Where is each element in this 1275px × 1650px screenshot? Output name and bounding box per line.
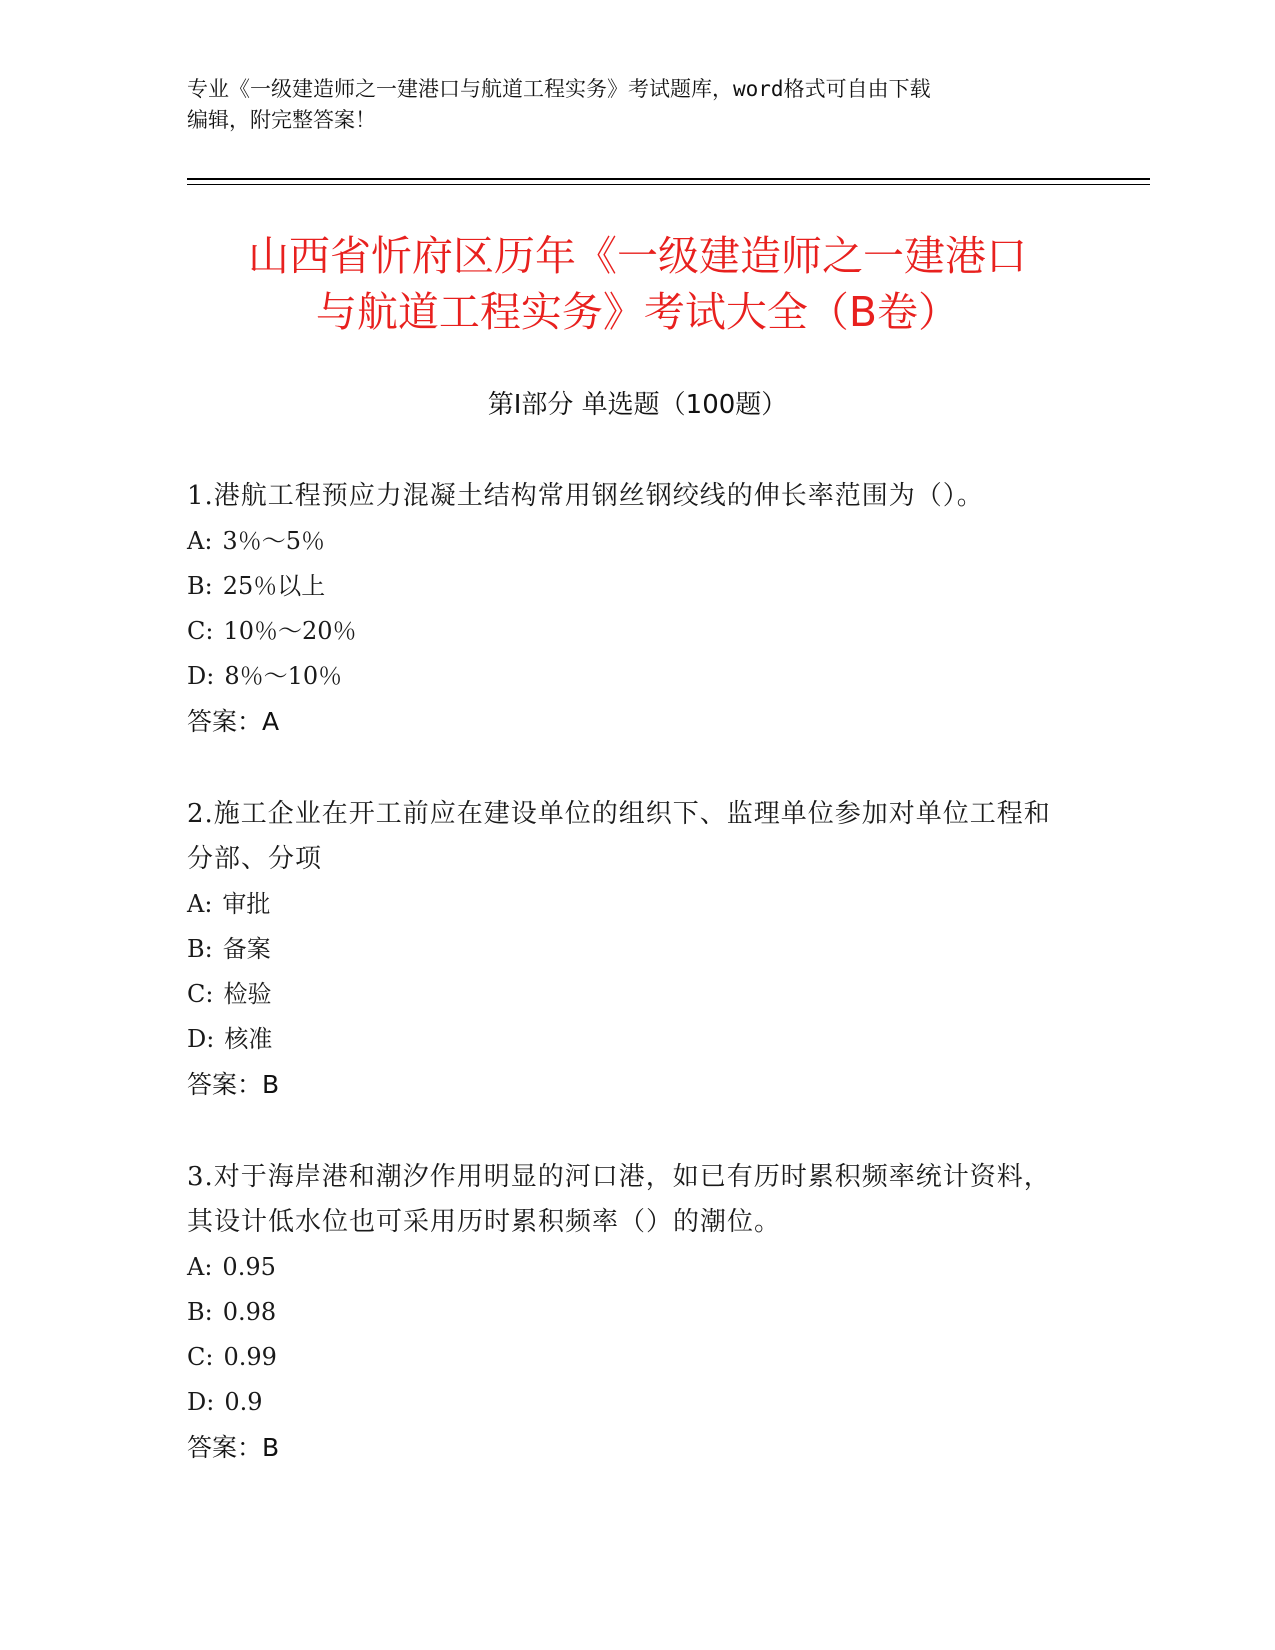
question-item [187,474,1067,744]
header-divider-thick [187,178,1150,180]
option-text: 检验 [223,980,272,1008]
question-stem: 2.施工企业在开工前应在建设单位的组织下、监理单位参加对单位工程和分部、分项 [187,799,1051,874]
option-d [187,1380,1067,1425]
option-d [187,654,1067,699]
option-text: 审批 [222,890,271,918]
question-answer: 答案：B [187,1433,280,1462]
option-text: 0.99 [223,1343,277,1371]
option-b [187,564,1067,609]
document-title [130,228,1145,340]
document-title-line: 山西省忻府区历年《一级建造师之一建港口 [248,232,1027,280]
option-a [187,882,1067,927]
question-answer: 答案：B [187,1070,280,1099]
option-text: 0.98 [222,1298,277,1326]
option-letter: A: [187,890,213,918]
option-text: 8％～10％ [224,662,343,690]
question-stem: 3.对于海岸港和潮汐作用明显的河口港，如已有历时累积频率统计资料，其设计低水位也可采用历时累积频率（）的潮位。 [187,1162,1051,1237]
option-b [187,927,1067,972]
option-text: 10％～20％ [223,617,357,645]
header-note [187,74,1067,136]
option-text: 25％以上 [222,572,326,600]
option-text: 核准 [224,1025,273,1053]
option-letter: B: [187,1298,213,1326]
option-letter: C: [187,1343,214,1371]
option-a [187,519,1067,564]
option-letter: D: [187,1388,215,1416]
header-note-line: 专业《一级建造师之一建港口与航道工程实务》考试题库，word格式可自由下载 [187,77,931,101]
option-text: 3％～5％ [222,527,325,555]
option-letter: D: [187,662,215,690]
option-letter: B: [187,572,213,600]
option-text: 0.95 [222,1253,276,1281]
option-text: 0.9 [224,1388,263,1416]
option-c [187,609,1067,654]
question-list [187,474,1067,1518]
option-c [187,972,1067,1017]
question-item [187,792,1067,1107]
option-letter: C: [187,617,214,645]
question-answer: 答案：A [187,707,280,736]
option-letter: D: [187,1025,215,1053]
question-stem: 1.港航工程预应力混凝土结构常用钢丝钢绞线的伸长率范围为（）。 [187,481,984,511]
header-note-line: 编辑，附完整答案！ [187,108,376,132]
option-letter: A: [187,1253,213,1281]
option-d [187,1017,1067,1062]
option-b [187,1290,1067,1335]
question-item [187,1155,1067,1470]
option-text: 备案 [222,935,271,963]
document-title-line: 与航道工程实务》考试大全（B卷） [315,288,960,336]
option-letter: B: [187,935,213,963]
header-divider-thin [187,184,1150,185]
option-a [187,1245,1067,1290]
option-letter: A: [187,527,213,555]
option-letter: C: [187,980,214,1008]
section-title: 第Ⅰ部分 单选题（100题） [487,390,788,420]
option-c [187,1335,1067,1380]
